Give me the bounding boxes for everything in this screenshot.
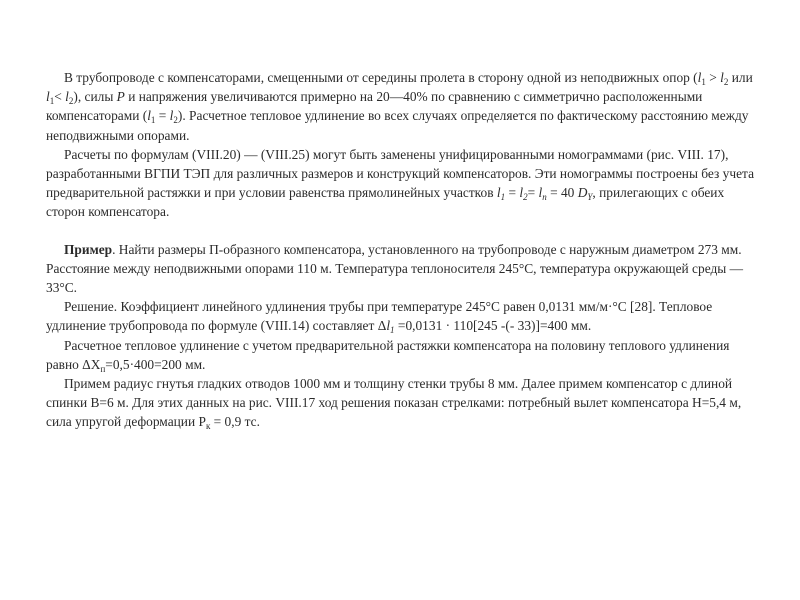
- symbol-l: l: [169, 108, 174, 124]
- subscript: n: [542, 192, 547, 203]
- text-run: или: [728, 70, 753, 85]
- text-run: =: [527, 185, 539, 201]
- subscript: 1: [150, 115, 156, 126]
- paragraph-bend-radius: [46, 374, 758, 432]
- text-run: Решение. Коэффициент линейного удлинения трубы при температуре 245°С равен 0,0131 мм/м·°С [28]. Тепловое удлинение трубопровода по формуле (VIII.14) составляет Δ: [46, 299, 713, 334]
- text-run: <: [54, 89, 66, 105]
- symbol-d: D: [577, 185, 588, 201]
- paragraph-compensator-offset: [46, 68, 758, 145]
- subscript: 2: [523, 192, 528, 203]
- text-run: и напряжения увеличиваются примерно на 20—40% по сравнению с симметрично расположенными компенсаторами (: [46, 89, 703, 124]
- paragraph-example: [46, 240, 758, 298]
- symbol-l: l: [386, 318, 391, 334]
- subscript: 2: [173, 115, 178, 126]
- symbol-l: l: [147, 108, 151, 124]
- paragraph-gap: [46, 222, 758, 240]
- symbol-l: l: [538, 185, 543, 201]
- paragraph-design-elongation: [46, 336, 758, 374]
- symbol-p: P: [116, 89, 125, 105]
- symbol-l: l: [496, 185, 501, 201]
- text-run: Расчетное тепловое удлинение с учетом предварительной растяжки компенсатора на половину теплового удлинения равно ΔX: [46, 337, 730, 372]
- symbol-l: l: [697, 70, 702, 85]
- subscript: 2: [68, 96, 74, 107]
- text-run: =: [505, 185, 520, 201]
- text-run: Примем радиус гнутья гладких отводов 1000 мм и толщину стенки трубы 8 мм. Далее примем компенсатор с длиной спинки В=6 м. Для этих данных на рис. VIII.17 ход решения показан стрелками: потребный вылет компенсатора Н=5,4 м, сила упругой деформации Р: [46, 376, 742, 430]
- text-run: = 0,9 тс.: [210, 414, 260, 430]
- subscript: 1: [701, 77, 706, 87]
- subscript: 2: [723, 77, 729, 87]
- subscript: 1: [500, 192, 506, 203]
- paragraph-solution: [46, 297, 758, 335]
- symbol-l: l: [46, 89, 50, 105]
- text-run: Расчеты по формулам (VIII.20) — (VIII.25) могут быть заменены унифицированными номограммами (рис. VIII. 17), разработанными ВГПИ ТЭП для различных размеров и конструкций компенсаторов. Эти номограммы построены без учета предварительной растяжки и при условии равенства прямолинейных участков: [46, 146, 755, 201]
- text-run: >: [705, 70, 721, 85]
- text-run: =0,5·400=200 мм.: [105, 356, 206, 372]
- paragraph-nomograms: [46, 145, 758, 222]
- subscript: к: [205, 421, 211, 432]
- text-run: ). Расчетное тепловое удлинение во всех случаях определяется по фактическому расстоянию между неподвижными опорами.: [46, 108, 749, 143]
- symbol-l: l: [519, 185, 524, 201]
- text-run: ), силы: [73, 89, 117, 105]
- example-heading: Пример: [64, 241, 113, 257]
- subscript: п: [100, 363, 106, 374]
- text-run: =: [155, 108, 170, 124]
- subscript: 1: [49, 96, 55, 107]
- text-run: В трубопроводе с компенсаторами, смещенными от середины пролета в сторону одной из неподвижных опор (: [64, 70, 698, 85]
- subscript: 1: [390, 325, 395, 336]
- subscript: Y: [587, 192, 593, 203]
- text-run: =0,0131 · 110[245 -(- 33)]=400 мм.: [394, 318, 592, 334]
- text-run: , прилегающих с обеих сторон компенсатора.: [46, 185, 725, 220]
- document-page: [46, 68, 758, 432]
- symbol-l: l: [720, 70, 724, 85]
- text-run: = 40: [546, 185, 578, 201]
- symbol-l: l: [65, 89, 69, 105]
- text-run: . Найти размеры П-образного компенсатора, установленного на трубопроводе с наружным диаметром 273 мм. Расстояние между неподвижными опорами 110 м. Температура теплоносителя 245°С, температура окружающей среды —33°С.: [46, 241, 744, 296]
